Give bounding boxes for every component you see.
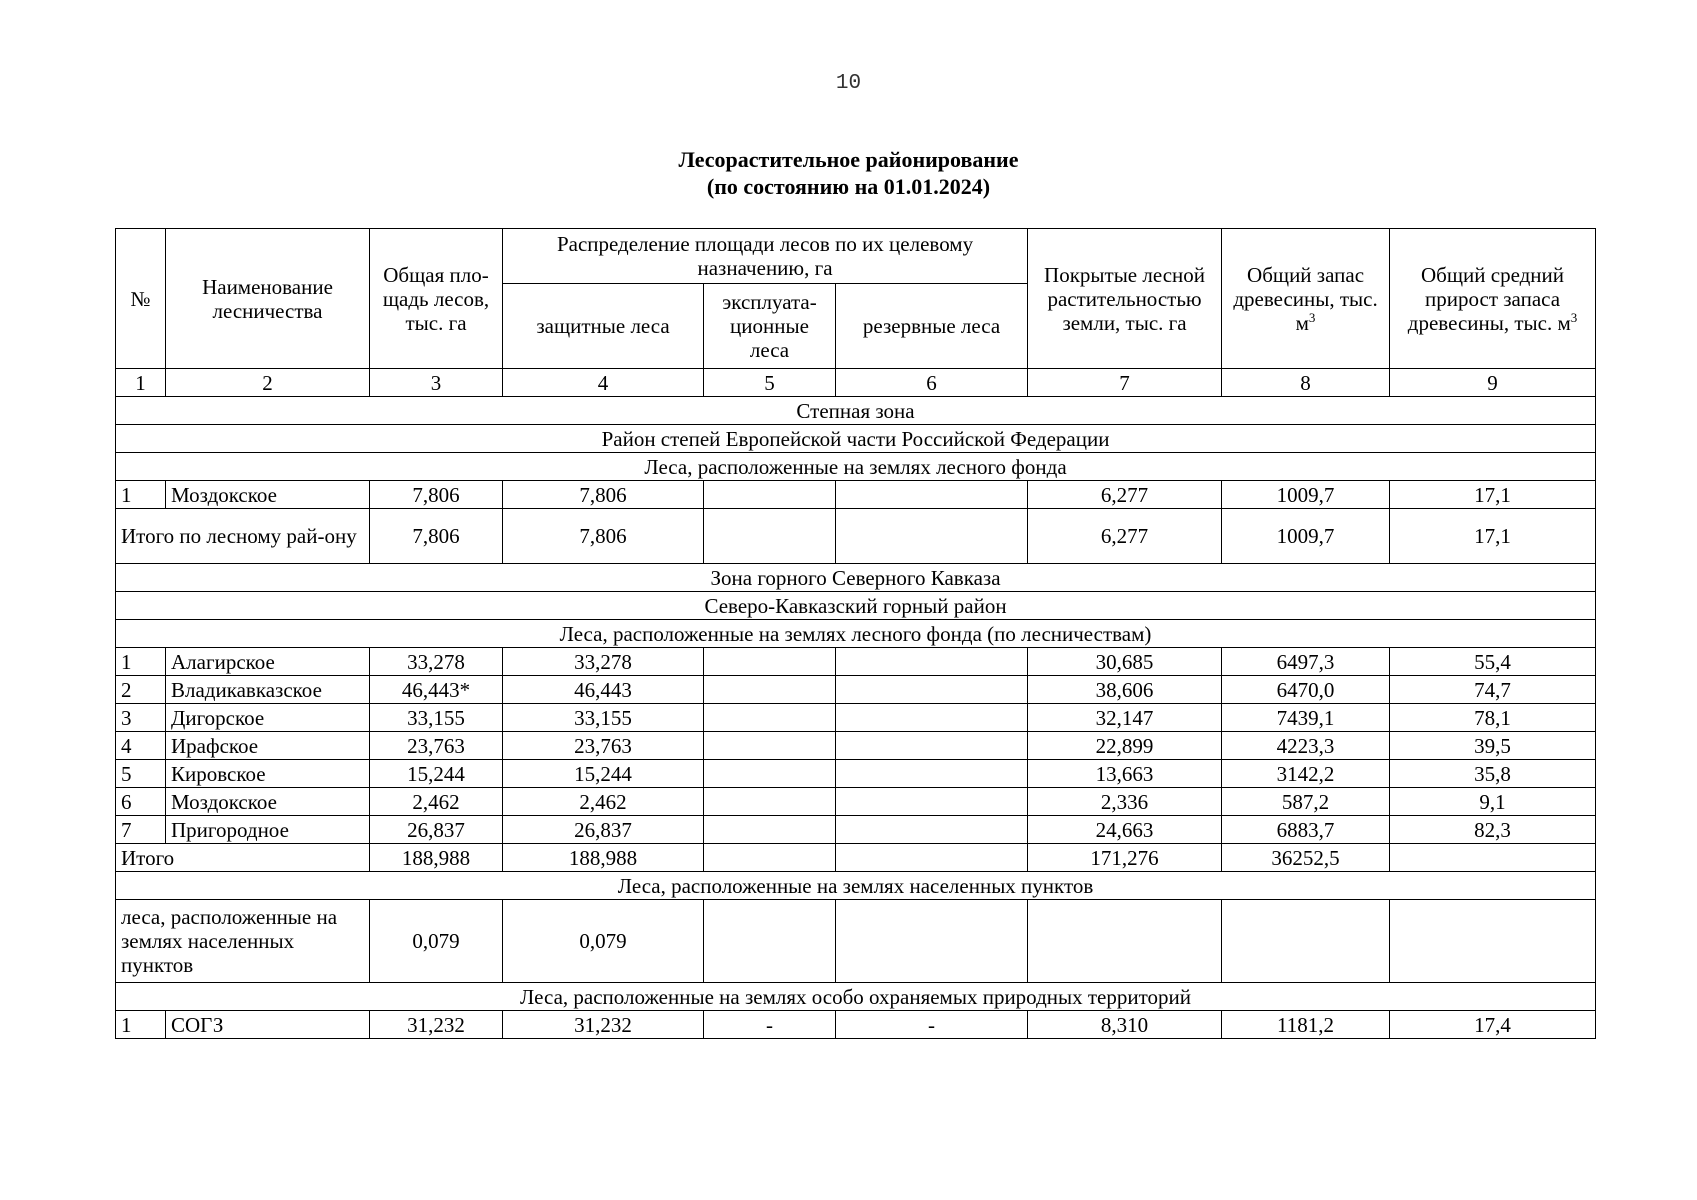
- section-row: [116, 564, 1596, 592]
- row-exploitation: [704, 844, 836, 872]
- table-row: [116, 1011, 1596, 1039]
- column-number: 3: [370, 369, 503, 397]
- row-exploitation: [704, 788, 836, 816]
- row-stock: 6470,0: [1222, 676, 1390, 704]
- column-number: 4: [503, 369, 704, 397]
- steppe-total-label: Итого по лесному рай-ону: [116, 509, 370, 564]
- row-total: 33,155: [370, 704, 503, 732]
- table-row: [116, 704, 1596, 732]
- row-name: Ирафское: [166, 732, 370, 760]
- row-exploitation: [704, 509, 836, 564]
- row-exploitation: [704, 648, 836, 676]
- row-stock: 3142,2: [1222, 760, 1390, 788]
- header-name: Наименование лесничества: [166, 229, 370, 369]
- row-name: СОГЗ: [166, 1011, 370, 1039]
- row-total: 0,079: [370, 900, 503, 983]
- row-reserve: [836, 732, 1028, 760]
- section-row: [116, 872, 1596, 900]
- row-num: 7: [116, 816, 166, 844]
- row-num: 4: [116, 732, 166, 760]
- column-number: 1: [116, 369, 166, 397]
- column-number: 2: [166, 369, 370, 397]
- section-mountain-region: Северо-Кавказский горный район: [116, 592, 1596, 620]
- header-exploitation: эксплуата-ционные леса: [704, 284, 836, 369]
- section-forest-fund-by-district: Леса, расположенные на землях лесного фонда (по лесничествам): [116, 620, 1596, 648]
- row-stock: 6883,7: [1222, 816, 1390, 844]
- row-covered: 8,310: [1028, 1011, 1222, 1039]
- row-reserve: [836, 788, 1028, 816]
- section-row: [116, 397, 1596, 425]
- row-exploitation: [704, 732, 836, 760]
- section-row: [116, 425, 1596, 453]
- settlement-row: [116, 900, 1596, 983]
- row-total: 2,462: [370, 788, 503, 816]
- row-growth: [1390, 900, 1596, 983]
- row-protective: 33,155: [503, 704, 704, 732]
- row-protective: 33,278: [503, 648, 704, 676]
- row-num: 2: [116, 676, 166, 704]
- forest-zoning-table: [115, 228, 1596, 1039]
- header-growth: Общий средний прирост запаса древесины, тыс. $м^3$: [1390, 229, 1596, 369]
- row-reserve: [836, 648, 1028, 676]
- row-total: 46,443*: [370, 676, 503, 704]
- table-row: [116, 732, 1596, 760]
- row-total: 31,232: [370, 1011, 503, 1039]
- header-stock: Общий запас древесины, тыс. $м^3$: [1222, 229, 1390, 369]
- row-num: 1: [116, 1011, 166, 1039]
- row-exploitation: [704, 676, 836, 704]
- row-name: Моздокское: [166, 788, 370, 816]
- row-protective: 31,232: [503, 1011, 704, 1039]
- row-growth: 9,1: [1390, 788, 1596, 816]
- row-num: 5: [116, 760, 166, 788]
- column-number: 6: [836, 369, 1028, 397]
- row-reserve: [836, 676, 1028, 704]
- total-row: [116, 844, 1596, 872]
- row-num: 3: [116, 704, 166, 732]
- row-covered: 171,276: [1028, 844, 1222, 872]
- column-number: 9: [1390, 369, 1596, 397]
- section-steppe-region: Район степей Европейской части Российской Федерации: [116, 425, 1596, 453]
- row-exploitation: [704, 900, 836, 983]
- row-num: 6: [116, 788, 166, 816]
- row-protective: 7,806: [503, 481, 704, 509]
- row-total: 188,988: [370, 844, 503, 872]
- row-exploitation: [704, 816, 836, 844]
- row-covered: 6,277: [1028, 481, 1222, 509]
- table-row: [116, 816, 1596, 844]
- table-row: [116, 760, 1596, 788]
- section-protected-areas: Леса, расположенные на землях особо охраняемых природных территорий: [116, 983, 1596, 1011]
- row-stock: 587,2: [1222, 788, 1390, 816]
- row-protective: 7,806: [503, 509, 704, 564]
- title-line-1: Лесорастительное районирование: [678, 147, 1019, 172]
- row-growth: 82,3: [1390, 816, 1596, 844]
- row-growth: 17,1: [1390, 509, 1596, 564]
- row-stock: 1009,7: [1222, 481, 1390, 509]
- row-covered: 22,899: [1028, 732, 1222, 760]
- row-total: 15,244: [370, 760, 503, 788]
- column-number: 7: [1028, 369, 1222, 397]
- row-stock: 1181,2: [1222, 1011, 1390, 1039]
- table-row: [116, 676, 1596, 704]
- row-reserve: [836, 844, 1028, 872]
- row-covered: 2,336: [1028, 788, 1222, 816]
- column-number: 8: [1222, 369, 1390, 397]
- row-growth: 35,8: [1390, 760, 1596, 788]
- row-stock: 4223,3: [1222, 732, 1390, 760]
- header-protective: защитные леса: [503, 284, 704, 369]
- section-row: [116, 983, 1596, 1011]
- row-name: Владикавказское: [166, 676, 370, 704]
- page-number: 10: [835, 72, 862, 95]
- row-exploitation: -: [704, 1011, 836, 1039]
- row-total: 26,837: [370, 816, 503, 844]
- row-reserve: [836, 760, 1028, 788]
- mountain-total-label: Итого: [116, 844, 370, 872]
- section-mountain-zone: Зона горного Северного Кавказа: [116, 564, 1596, 592]
- row-protective: 188,988: [503, 844, 704, 872]
- header-reserve: резервные леса: [836, 284, 1028, 369]
- row-name: Кировское: [166, 760, 370, 788]
- row-growth: 39,5: [1390, 732, 1596, 760]
- section-forest-fund: Леса, расположенные на землях лесного фонда: [116, 453, 1596, 481]
- title-line-2: (по состоянию на 01.01.2024): [706, 174, 991, 199]
- settlement-label: леса, расположенные на землях населенных пунктов: [116, 900, 370, 983]
- row-covered: 6,277: [1028, 509, 1222, 564]
- table-row: [116, 788, 1596, 816]
- header-total-area: Общая пло-щадь лесов, тыс. га: [370, 229, 503, 369]
- row-growth: 74,7: [1390, 676, 1596, 704]
- total-row: [116, 509, 1596, 564]
- header-distribution: Распределение площади лесов по их целевому назначению, га: [503, 229, 1028, 284]
- row-reserve: [836, 704, 1028, 732]
- section-row: [116, 592, 1596, 620]
- row-num: 1: [116, 648, 166, 676]
- row-total: 33,278: [370, 648, 503, 676]
- row-covered: 13,663: [1028, 760, 1222, 788]
- row-name: Моздокское: [166, 481, 370, 509]
- row-name: Дигорское: [166, 704, 370, 732]
- row-exploitation: [704, 481, 836, 509]
- row-growth: 78,1: [1390, 704, 1596, 732]
- row-covered: 24,663: [1028, 816, 1222, 844]
- column-number: 5: [704, 369, 836, 397]
- row-name: Пригородное: [166, 816, 370, 844]
- row-total: 7,806: [370, 509, 503, 564]
- row-stock: 7439,1: [1222, 704, 1390, 732]
- header-covered: Покрытые лесной растительностью земли, тыс. га: [1028, 229, 1222, 369]
- header-row-1: [116, 229, 1596, 284]
- row-protective: 2,462: [503, 788, 704, 816]
- row-total: 23,763: [370, 732, 503, 760]
- row-reserve: [836, 509, 1028, 564]
- row-stock: 36252,5: [1222, 844, 1390, 872]
- row-growth: [1390, 844, 1596, 872]
- section-steppe-zone: Степная зона: [116, 397, 1596, 425]
- row-growth: 17,1: [1390, 481, 1596, 509]
- row-reserve: [836, 816, 1028, 844]
- column-number-row: [116, 369, 1596, 397]
- row-exploitation: [704, 760, 836, 788]
- section-settlements: Леса, расположенные на землях населенных пунктов: [116, 872, 1596, 900]
- row-stock: 1009,7: [1222, 509, 1390, 564]
- table-row: [116, 481, 1596, 509]
- row-protective: 46,443: [503, 676, 704, 704]
- row-reserve: [836, 481, 1028, 509]
- row-growth: 55,4: [1390, 648, 1596, 676]
- row-total: 7,806: [370, 481, 503, 509]
- row-covered: 32,147: [1028, 704, 1222, 732]
- row-exploitation: [704, 704, 836, 732]
- header-num: №: [116, 229, 166, 369]
- row-stock: 6497,3: [1222, 648, 1390, 676]
- row-covered: 38,606: [1028, 676, 1222, 704]
- row-protective: 0,079: [503, 900, 704, 983]
- row-protective: 15,244: [503, 760, 704, 788]
- row-covered: 30,685: [1028, 648, 1222, 676]
- row-num: 1: [116, 481, 166, 509]
- row-covered: [1028, 900, 1222, 983]
- row-reserve: [836, 900, 1028, 983]
- row-name: Алагирское: [166, 648, 370, 676]
- row-protective: 26,837: [503, 816, 704, 844]
- row-reserve: -: [836, 1011, 1028, 1039]
- row-protective: 23,763: [503, 732, 704, 760]
- row-stock: [1222, 900, 1390, 983]
- table-row: [116, 648, 1596, 676]
- section-row: [116, 620, 1596, 648]
- row-growth: 17,4: [1390, 1011, 1596, 1039]
- section-row: [116, 453, 1596, 481]
- document-title: [0, 146, 1697, 200]
